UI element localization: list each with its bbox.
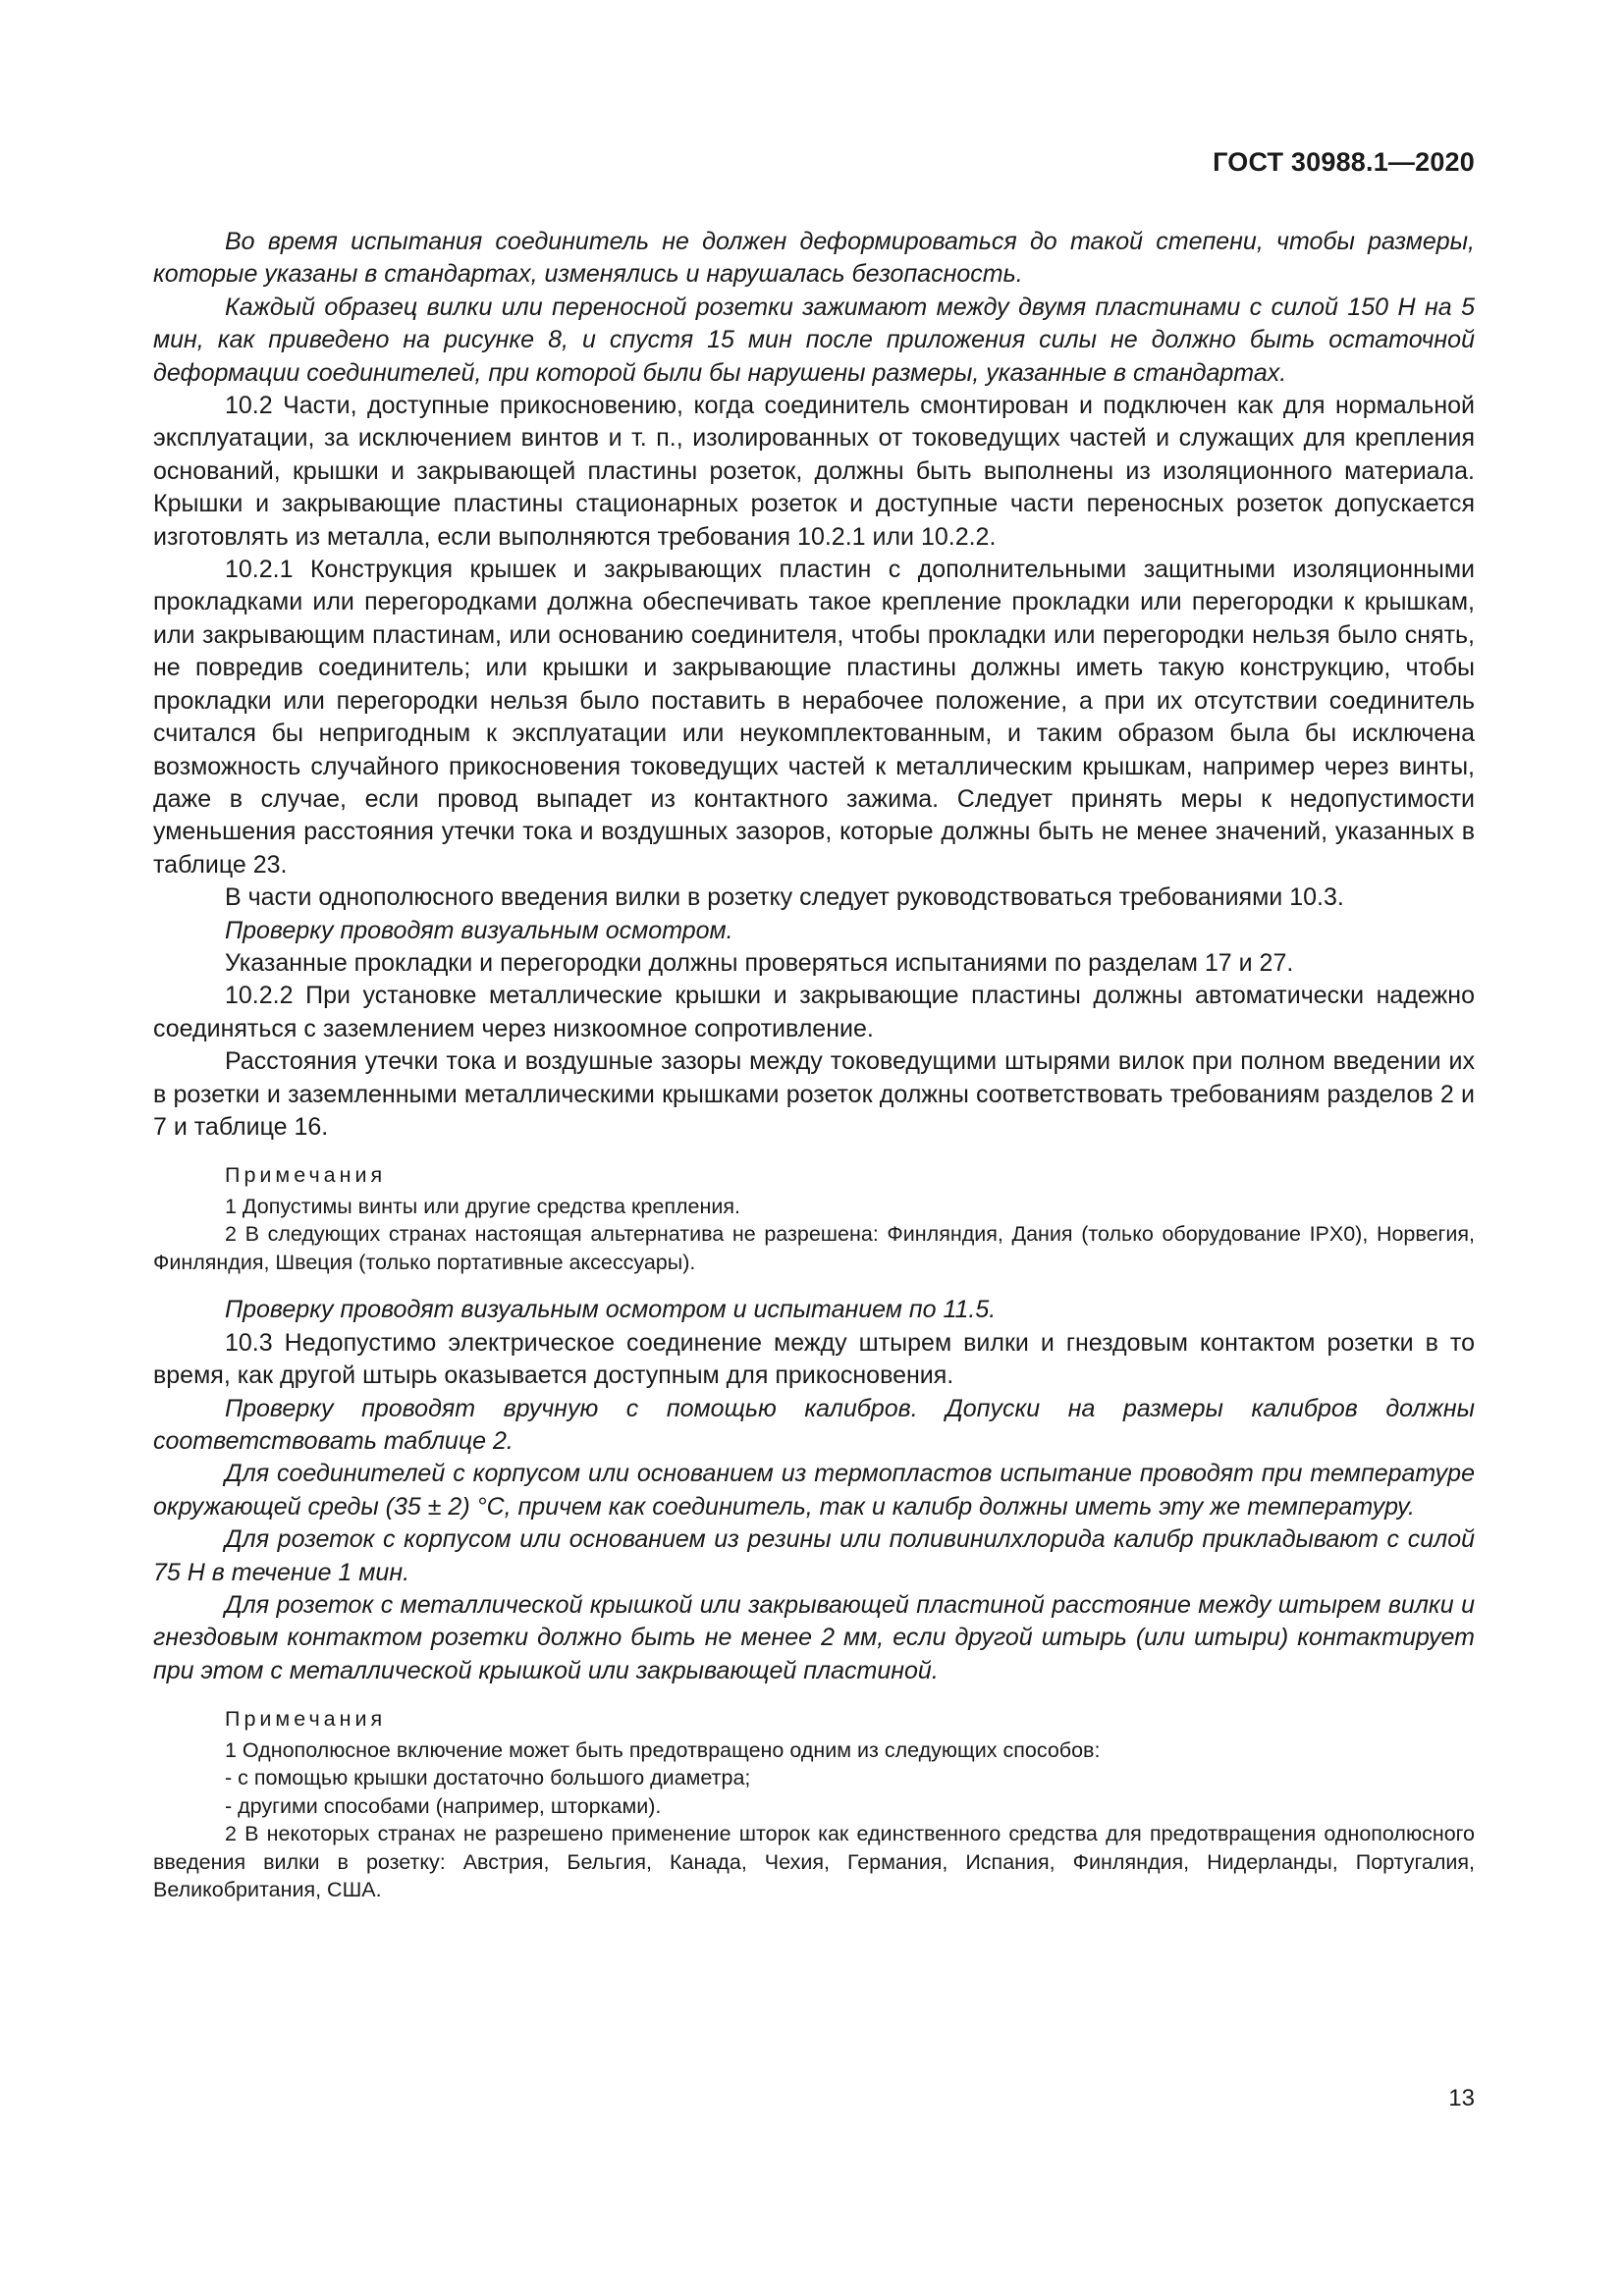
paragraph: Для розеток с металлической крышкой или закрывающей пластиной расстояние между штырем вилки и гнездовым контактом розетки должно быть не менее 2 мм, если другой штырь (или штыри) контактирует при этом с металлической крышкой или закрывающей пластиной. bbox=[153, 1591, 1475, 1684]
paragraph: Расстояния утечки тока и воздушные зазоры между токоведущими штырями вилок при полном введении их в розетки и заземленными металлическими крышками розеток должны соответствовать требованиям разделов 2 и 7 и таблице 16. bbox=[153, 1047, 1475, 1141]
paragraph: Для розеток с корпусом или основанием из резины или поливинилхлорида калибр прикладывают с силой 75 Н в течение 1 мин. bbox=[153, 1525, 1475, 1586]
text-block-2 bbox=[153, 1294, 1475, 1687]
paragraph: 10.3 Недопустимо электрическое соединение между штырем вилки и гнездовым контактом розетки в то время, как другой штырь оказывается доступным для прикосновения. bbox=[153, 1328, 1475, 1390]
note-item: 1 Допустимы винты или другие средства крепления. bbox=[225, 1194, 740, 1218]
note-item: 1 Однополюсное включение может быть предотвращено одним из следующих способов: bbox=[225, 1737, 1101, 1762]
notes-block-1 bbox=[153, 1161, 1475, 1276]
notes-title: Примечания bbox=[225, 1707, 387, 1732]
notes-block-2 bbox=[153, 1705, 1475, 1904]
paragraph: Проверку проводят визуальным осмотром. bbox=[225, 916, 733, 944]
paragraph: Для соединителей с корпусом или основанием из термопластов испытание проводят при температуре окружающей среды (35 ± 2) °С, причем как соединитель, так и калибр должны иметь эту же температуру. bbox=[153, 1460, 1475, 1521]
standard-header: ГОСТ 30988.1—2020 bbox=[1213, 147, 1475, 177]
paragraph: В части однополюсного введения вилки в розетку следует руководствоваться требованиями 10.3. bbox=[225, 883, 1344, 912]
paragraph: Каждый образец вилки или переносной розетки зажимают между двумя пластинами с силой 150 Н на 5 мин, как приведено на рисунке 8, и спустя 15 мин после приложения силы не должно быть остаточной деформации соединителей, при которой были бы нарушены размеры, указанные в стандартах. bbox=[153, 293, 1475, 387]
notes-title: Примечания bbox=[225, 1163, 387, 1188]
paragraph: Во время испытания соединитель не должен деформироваться до такой степени, чтобы размеры, которые указаны в стандартах, изменялись и нарушалась безопасность. bbox=[153, 228, 1475, 289]
paragraph: 10.2.2 При установке металлические крышки и закрывающие пластины должны автоматически надежно соединяться с заземлением через низкоомное сопротивление. bbox=[153, 982, 1475, 1042]
note-item: 2 В некоторых странах не разрешено применение шторок как единственного средства для предотвращения однополюсного введения вилки в розетку: Австрия, Бельгия, Канада, Чехия, Германия, Испания, Финляндия, Нидерланды, Португалия, Великобритания, США. bbox=[153, 1822, 1475, 1902]
text-block-1 bbox=[153, 226, 1475, 1144]
page-number: 13 bbox=[1448, 2085, 1475, 2111]
page-body bbox=[153, 226, 1475, 1922]
note-item: 2 В следующих странах настоящая альтернатива не разрешена: Финляндия, Дания (только оборудование IPX0), Норвегия, Финляндия, Швеция (только портативные аксессуары). bbox=[153, 1222, 1475, 1274]
paragraph: Проверку проводят вручную с помощью калибров. Допуски на размеры калибров должны соответствовать таблице 2. bbox=[153, 1394, 1475, 1455]
paragraph: Проверку проводят визуальным осмотром и испытанием по 11.5. bbox=[225, 1296, 997, 1324]
paragraph: 10.2.1 Конструкция крышек и закрывающих пластин с дополнительными защитными изоляционными прокладками или перегородками должна обеспечивать такое крепление прокладки или перегородки к крышкам, или закрывающим пластинам, или основанию соединителя, чтобы прокладки или перегородки нельзя было снять, не повредив соединитель; или крышки и закрывающие пластины должны иметь такую конструкцию, чтобы прокладки или перегородки нельзя было поставить в нерабочее положение, а при их отсутствии соединитель считался бы непригодным к эксплуатации или неукомплектованным, и таким образом была бы исключена возможность случайного прикосновения токоведущих частей к металлическим крышкам, например через винты, даже в случае, если провод выпадет из контактного зажима. Следует принять меры к недопустимости уменьшения расстояния утечки тока и воздушных зазоров, которые должны быть не менее значений, указанных в таблице 23. bbox=[153, 556, 1475, 879]
paragraph: Указанные прокладки и перегородки должны проверяться испытаниями по разделам 17 и 27. bbox=[225, 948, 1294, 977]
note-item: - с помощью крышки достаточно большого диаметра; bbox=[225, 1766, 751, 1790]
paragraph: 10.2 Части, доступные прикосновению, когда соединитель смонтирован и подключен как для нормальной эксплуатации, за исключением винтов и т. п., изолированных от токоведущих частей и служащих для крепления оснований, крышки и закрывающей пластины розеток, должны быть выполнены из изоляционного материала. Крышки и закрывающие пластины стационарных розеток и доступные части переносных розеток допускается изготовлять из металла, если выполняются требования 10.2.1 или 10.2.2. bbox=[153, 392, 1475, 551]
note-item: - другими способами (например, шторками). bbox=[225, 1793, 662, 1818]
